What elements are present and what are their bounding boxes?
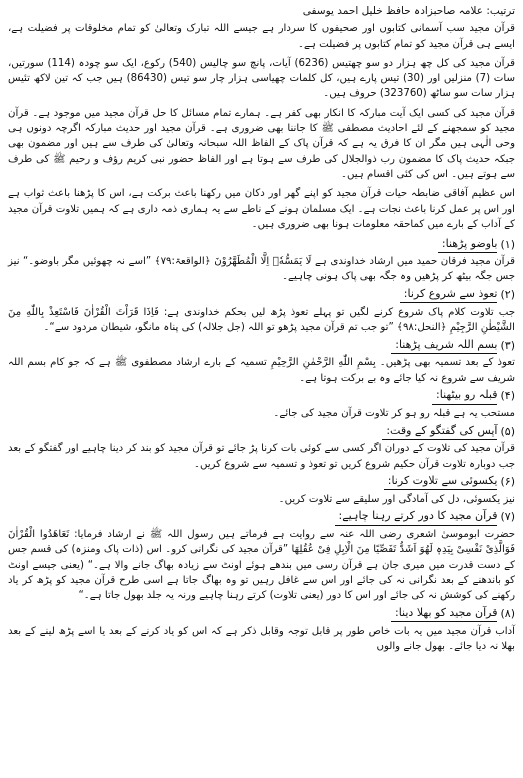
section-taawwuz xyxy=(8,287,515,336)
section-title: یکسوئی سے تلاوت کرنا: xyxy=(384,473,498,490)
intro-paragraph: قرآن مجید کی کل چھ ہزار دو سو چھتیس (6236) آیات، پانچ سو چالیس (540) رکوع، ایک سو چودہ (114) سورتیں، سات (7) منزلیں اور (30) تیس پارے ہیں، کل کلمات چھیاسی ہزار چار سو تیس (86430) ہیں جب کہ تین لاکھ تئیس ہزار سات سو ساٹھ (323760) حروف ہیں۔ xyxy=(8,57,515,100)
section-body: مستحب یہ ہے قبلہ رو ہو کر تلاوت قرآن مجید کی جائے۔ xyxy=(273,407,515,419)
section-body: آداب قرآن مجید میں یہ بات خاص طور پر قابل توجہ وقابل ذکر ہے کہ اس کو یاد کرنے کے بعد یا اسے پڑھ لینے کے بعد بھلا نہ دیا جائے۔ بھول جانے والوں xyxy=(8,625,515,652)
section-number: (۱) xyxy=(500,237,515,251)
section-forgetting xyxy=(8,606,515,655)
section-number: (۴) xyxy=(500,389,515,403)
section-bismillah xyxy=(8,337,515,386)
section-body: قرآن مجید فرقان حمید میں ارشاد خداوندی ہے لَا یَمَسُّهٗۤ اِلَّا الْمُطَهَّرُوْنَ ﴿الواقعۃ:۷۹﴾ ”اسے نہ چھوئیں مگر باوضو۔“ نیز جس جگہ بیٹھ کر پڑھیں وہ جگہ بھی پاک ہونی چاہیے۔ xyxy=(8,256,515,283)
section-body: تعوذ کے بعد تسمیہ بھی پڑھیں۔ بِسْمِ اللّٰهِ الرَّحْمٰنِ الرَّحِیْمِ تسمیہ کے بارے ارشاد مصطفوی ﷺ ہے کہ جو کام بسم اللہ شریف سے شروع نہ کیا جائے وہ بے برکت ہوتا ہے۔ xyxy=(8,357,515,384)
section-wudu xyxy=(8,236,515,285)
section-focus xyxy=(8,474,515,507)
section-heading xyxy=(8,423,515,439)
section-revision xyxy=(8,509,515,603)
section-heading xyxy=(8,388,515,404)
intro-block xyxy=(8,21,515,232)
section-number: (۳) xyxy=(500,338,515,352)
section-title: قبلہ رو بیٹھنا: xyxy=(432,387,497,404)
section-heading xyxy=(8,287,515,303)
section-number: (۵) xyxy=(500,424,515,438)
section-heading xyxy=(8,337,515,353)
section-heading xyxy=(8,236,515,252)
section-number: (۲) xyxy=(500,288,515,302)
section-title: باوضو پڑھنا: xyxy=(438,236,498,253)
section-number: (۸) xyxy=(500,606,515,620)
section-conversation xyxy=(8,423,515,472)
section-body: قرآن مجید کی تلاوت کے دوران اگر کسی سے کوئی بات کرنا پڑ جائے تو قرآن مجید کو بند کر دینا چاہیے اور گفتگو کے بعد جب دوبارہ تلاوت قرآن حکیم شروع کریں تو تعوذ و تسمیہ سے شروع کریں۔ xyxy=(8,443,515,470)
section-body: حضرت ابوموسیٰ اشعری رضی اللہ عنہ سے روایت ہے فرماتے ہیں رسول اللہ ﷺ نے ارشاد فرمایا: تَعَاهَدُوا الْقُرْاٰنَ فَوَالَّذِیْ نَفْسِیْ بِیَدِهٖ لَهُوَ اَشَدُّ تَفَصِّیًا مِنَ الْاِبِلِ فِیْ عُقُلِهَا ”قرآن مجید کی نگرانی کرو۔ اس (ذات پاک ومنزہ) کی قسم جس کے دست قدرت میں میری جان ہے قرآن رسی میں بندھے ہوئے اونٹ سے زیادہ بھاگ جانے والا ہے۔“ (یعنی جیسے اونٹ کو باندھنے کے بعد نگرانی نہ کی جائے اور اس سے غافل رہیں تو وہ بھاگ جاتا ہے اسی طرح قرآن مجید کو پڑھ کر یاد رکھنے کی کوشش نہ کی جائے اور اس کا دور (یعنی تلاوت) کرتے رہنا چاہیے ورنہ یہ جلد بھول جاتا ہے۔“ xyxy=(8,529,515,602)
section-qibla xyxy=(8,388,515,421)
section-number: (۷) xyxy=(500,510,515,524)
section-title: آپس کی گفتگو کے وقت: xyxy=(382,423,497,440)
section-heading xyxy=(8,606,515,622)
compiler-credit: ترتیب: علامہ صاحبزادہ حافظ خلیل احمد یوسفی xyxy=(302,5,515,17)
section-heading xyxy=(8,474,515,490)
section-title: قرآن مجید کا دور کرتے رہنا چاہیے: xyxy=(335,508,498,525)
section-title: تعوذ سے شروع کرنا: xyxy=(400,286,498,303)
section-number: (۶) xyxy=(500,475,515,489)
intro-paragraph: قرآن مجید سب آسمانی کتابوں اور صحیفوں کا سردار ہے جیسے اللہ تبارک وتعالیٰ کو تمام مخلوقات پر فضیلت ہے، ایسے ہی قرآن مجید کو تمام کتابوں پر فضیلت ہے۔ xyxy=(8,23,515,50)
intro-paragraph: اس عظیم آفاقی ضابطہ حیات قرآن مجید کو اپنے گھر اور دکان میں رکھنا باعث برکت ہے، اس کا پڑھنا باعث ثواب ہے اور اس پر عمل کرنا باعث نجات ہے۔ ایک مسلمان ہونے کے ناطے سے یہ ہماری ذمہ داری ہے کہ ہمیں تلاوت قرآن مجید کے آداب کے بارے میں کماحقہ معلومات ہونا بھی ضروری ہیں۔ xyxy=(8,188,515,230)
document-page xyxy=(8,4,515,770)
section-heading xyxy=(8,509,515,525)
section-title: قرآن مجید کو بھلا دینا: xyxy=(391,605,498,622)
intro-paragraph: قرآن مجید کی کسی ایک آیت مبارکہ کا انکار بھی کفر ہے۔ ہمارے تمام مسائل کا حل قرآن مجید میں موجود ہے۔ قرآن مجید کو سمجھنے کے لئے احادیث مصطفی ﷺ کا جاننا بھی ضروری ہے۔ قرآن مجید اور حدیث مبارکہ اگرچہ دونوں ہی وحی الٰہی ہیں مگر ان کا فرق یہ ہے کہ قرآن پاک کے الفاظ اللہ سبحانہ وتعالیٰ کی طرف سے ہیں اور مضمون بھی جبکہ حدیث پاک کا مضمون رب ذوالجلال کی طرف سے ہوتا ہے اور الفاظ حضور نبی کریم رؤف و رحیم ﷺ کی طرف سے ہوتے ہیں۔ اس کی کئی اقسام ہیں۔ xyxy=(8,107,515,180)
section-title: بسم اللہ شریف پڑھنا: xyxy=(391,337,497,354)
section-body: نیز یکسوئی، دل کی آمادگی اور سلیقے سے تلاوت کریں۔ xyxy=(278,493,515,505)
section-body: جب تلاوت کلام پاک شروع کرنے لگیں تو پہلے تعوذ پڑھ لیں بحکم خداوندی ہے: فَاِذَا قَرَاْتَ الْقُرْاٰنَ فَاسْتَعِذْ بِاللّٰهِ مِنَ الشَّیْطٰنِ الرَّجِیْمِ ﴿النحل:۹۸﴾ ”تو جب تم قرآن مجید پڑھو تو اللہ (جل جلالہ) کی پناہ مانگو، شیطان مردود سے“۔ xyxy=(8,306,515,334)
